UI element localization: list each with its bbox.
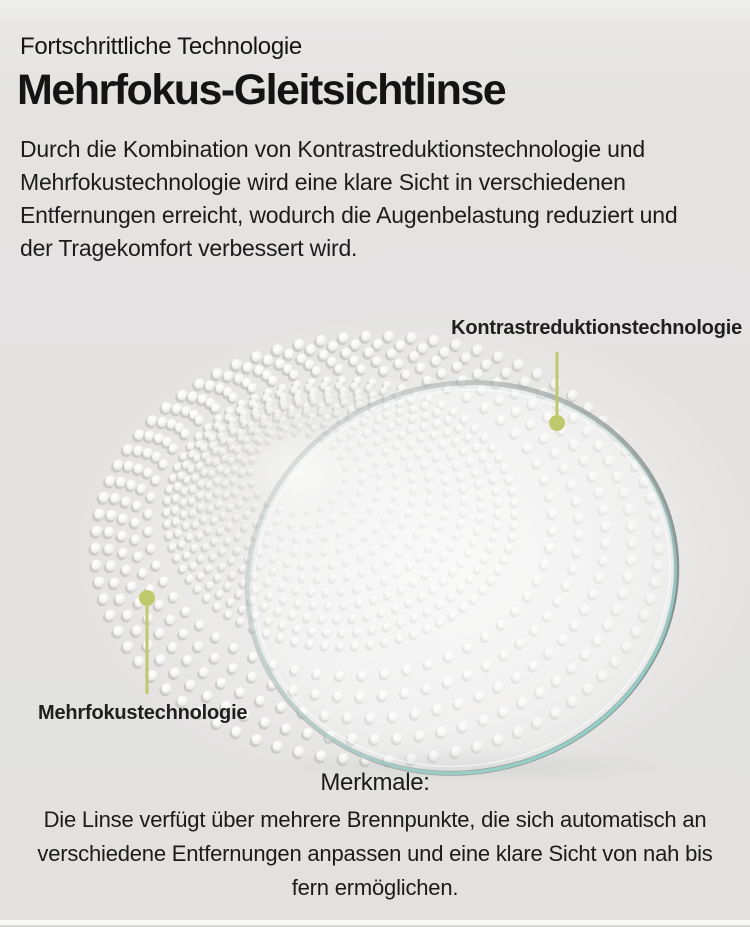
callout-dot-kontrast [549,415,565,431]
features-heading: Merkmale: [320,769,430,796]
intro-paragraph [20,133,736,265]
kontrast-label: Kontrastreduktionstechnologie [451,317,742,339]
intro-line: Entfernungen erreicht, wodurch die Augenbelastung reduziert und [20,202,678,228]
intro-line: Mehrfokustechnologie wird eine klare Sicht in verschiedenen [20,169,626,195]
bottom-divider-strip [0,919,750,927]
page-title: Mehrfokus-Gleitsichtlinse [17,66,506,114]
features-line: fern ermöglichen. [291,875,459,900]
intro-line: der Tragekomfort verbessert wird. [20,235,358,261]
eyebrow-text: Fortschrittliche Technologie [20,33,302,60]
callout-dot-mehrfokus [139,590,155,606]
features-line: Die Linse verfügt über mehrere Brennpunkte, die sich automatisch an [43,807,707,832]
mehrfokus-label: Mehrfokustechnologie [38,702,248,724]
features-paragraph [0,803,750,905]
features-line: verschiedene Entfernungen anpassen und eine klare Sicht von nah bis [37,841,713,866]
intro-line: Durch die Kombination von Kontrastreduktionstechnologie und [20,136,645,162]
